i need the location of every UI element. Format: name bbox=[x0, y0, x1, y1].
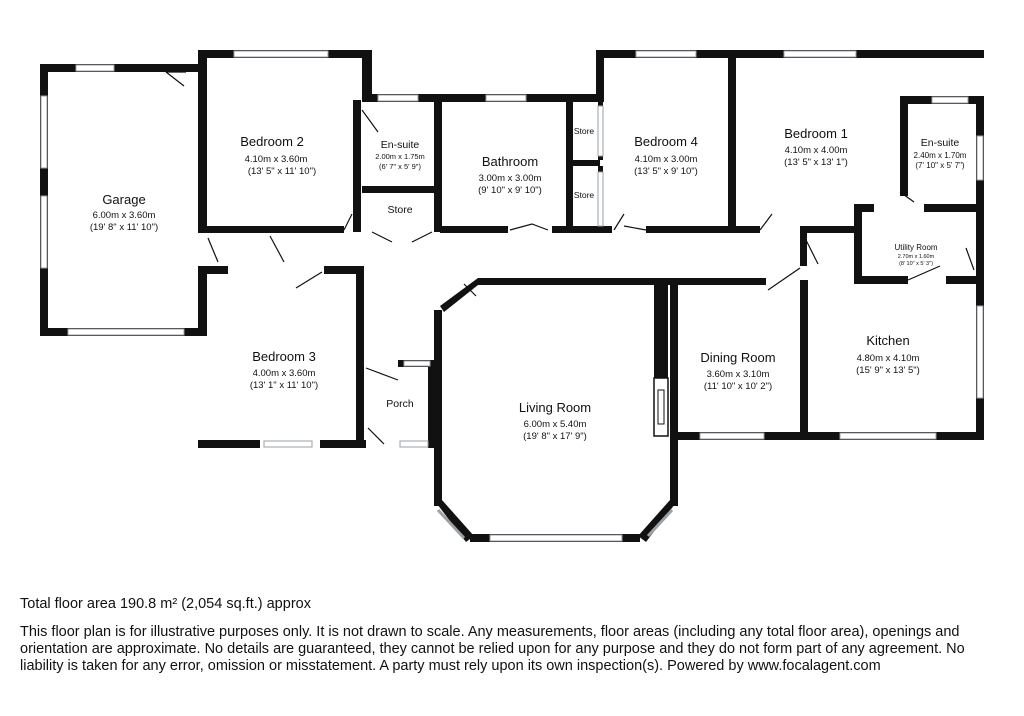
room-name: Bedroom 1 bbox=[784, 126, 848, 141]
room-name: Utility Room bbox=[894, 243, 938, 252]
room-name: Bedroom 3 bbox=[252, 349, 316, 364]
room-kitchen bbox=[856, 333, 920, 376]
room-dining-room bbox=[700, 350, 775, 392]
room-bedroom-1 bbox=[784, 126, 848, 168]
room-garage bbox=[90, 192, 158, 233]
room-bedroom-4 bbox=[634, 134, 698, 177]
room-metric: 4.10m x 3.60m bbox=[244, 154, 308, 165]
room-imperial: (11' 10" x 10' 2") bbox=[703, 381, 773, 392]
room-imperial: (19' 8" x 17' 9") bbox=[523, 431, 587, 442]
room-name: Living Room bbox=[518, 400, 592, 415]
room-metric: 2.70m x 1.60m bbox=[897, 254, 935, 260]
room-imperial: (7' 10" x 5' 7") bbox=[915, 161, 965, 170]
room-name: En-suite bbox=[920, 137, 960, 149]
room-imperial: (13' 1" x 11' 10") bbox=[249, 380, 319, 391]
room-bedroom-3 bbox=[250, 349, 318, 391]
room-living-room bbox=[519, 400, 591, 442]
room-store-upper bbox=[574, 126, 595, 136]
room-imperial: (13' 5" x 11' 10") bbox=[247, 166, 317, 177]
disclaimer-text: This floor plan is for illustrative purposes only. It is not drawn to scale. Any measurements, floor areas (including any total floor area), openings and orientation are approximate. No details are guaranteed, they cannot be relied upon for any purpose and they do not form part of any agreement. No liability is taken for any error, omission or misstatement. A party must rely upon its own inspection(s). Powered by www.focalagent.com bbox=[20, 624, 965, 674]
room-metric: 6.00m x 3.60m bbox=[92, 210, 156, 221]
room-imperial: (13' 5" x 9' 10") bbox=[634, 166, 698, 177]
room-bathroom bbox=[478, 154, 542, 196]
room-imperial: (8' 10" x 5' 3") bbox=[899, 261, 933, 267]
room-name: Garage bbox=[102, 192, 146, 207]
room-store-lower bbox=[574, 190, 595, 200]
windows bbox=[41, 51, 983, 541]
plan-footer bbox=[20, 596, 1010, 675]
room-imperial: (15' 9" x 13' 5") bbox=[856, 365, 920, 376]
room-name: Bedroom 2 bbox=[240, 134, 304, 149]
room-store bbox=[387, 204, 412, 216]
room-metric: 4.00m x 3.60m bbox=[252, 368, 316, 379]
walls bbox=[40, 50, 984, 542]
room-metric: 2.40m x 1.70m bbox=[913, 151, 967, 160]
room-bedroom-2 bbox=[240, 134, 316, 177]
room-metric: 4.10m x 3.00m bbox=[634, 154, 698, 165]
fireplace bbox=[654, 378, 668, 436]
room-name: En-suite bbox=[380, 139, 420, 151]
room-imperial: (13' 5" x 13' 1") bbox=[784, 157, 848, 168]
room-porch bbox=[386, 398, 414, 410]
room-name: Store bbox=[387, 204, 413, 216]
room-name: Kitchen bbox=[866, 333, 910, 348]
room-metric: 2.00m x 1.75m bbox=[375, 152, 425, 161]
room-name: Bedroom 4 bbox=[634, 134, 698, 149]
room-imperial: (19' 8" x 11' 10") bbox=[89, 222, 159, 233]
room-metric: 4.10m x 4.00m bbox=[784, 145, 848, 156]
room-name: Store bbox=[573, 126, 595, 136]
room-utility-room bbox=[894, 243, 937, 267]
room-imperial: (9' 10" x 9' 10") bbox=[478, 185, 542, 196]
total-floor-area: Total floor area 190.8 m² (2,054 sq.ft.) approx bbox=[20, 596, 311, 612]
room-metric: 6.00m x 5.40m bbox=[523, 419, 587, 430]
room-name: Bathroom bbox=[481, 154, 539, 169]
room-metric: 4.80m x 4.10m bbox=[856, 353, 920, 364]
room-name: Porch bbox=[386, 398, 414, 410]
room-imperial: (6' 7" x 5' 9") bbox=[379, 162, 421, 171]
room-metric: 3.00m x 3.00m bbox=[478, 173, 542, 184]
room-metric: 3.60m x 3.10m bbox=[706, 369, 770, 380]
room-en-suite-2 bbox=[914, 137, 967, 170]
room-name: Dining Room bbox=[700, 350, 776, 365]
room-en-suite bbox=[375, 139, 425, 171]
room-name: Store bbox=[573, 190, 595, 200]
